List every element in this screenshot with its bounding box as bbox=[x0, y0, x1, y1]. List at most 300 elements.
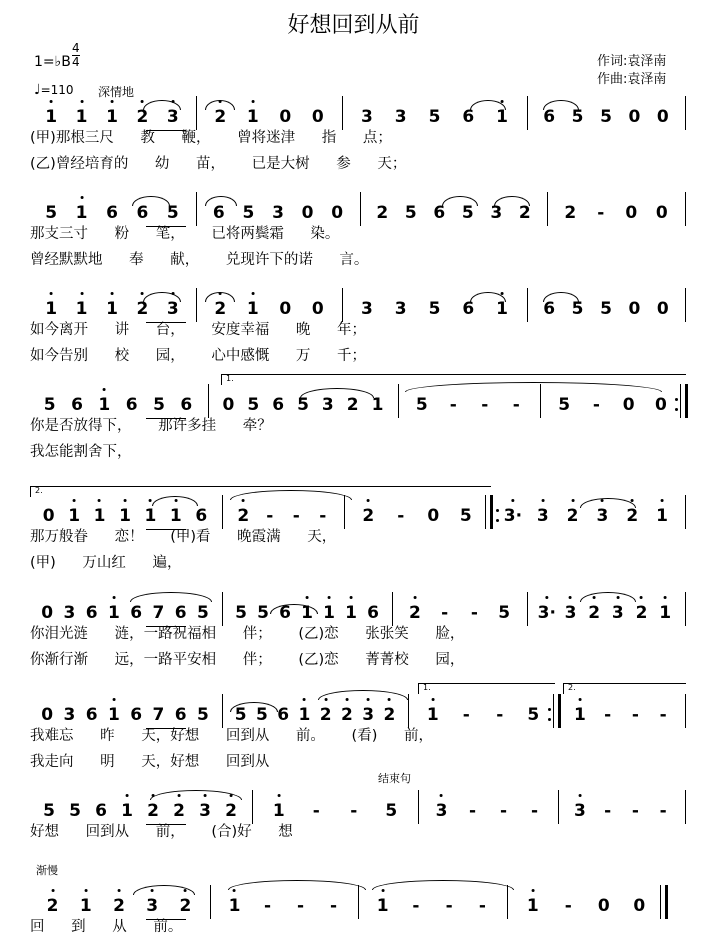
note: 5 bbox=[428, 299, 441, 319]
note: 5 bbox=[385, 801, 398, 821]
note: 3 bbox=[565, 600, 577, 626]
note: 2 bbox=[409, 600, 421, 626]
note: 2 bbox=[147, 798, 159, 824]
note: 5 bbox=[459, 506, 472, 526]
note: 1 bbox=[656, 503, 668, 529]
note: 1 bbox=[301, 600, 313, 626]
bar-line bbox=[685, 592, 686, 626]
note: - bbox=[292, 506, 300, 526]
note: 1 bbox=[574, 702, 586, 728]
tempo-value: =110 bbox=[40, 83, 74, 97]
note: 5 bbox=[415, 395, 428, 415]
note: 3 bbox=[490, 203, 503, 223]
slur bbox=[580, 498, 636, 508]
octave-dot bbox=[141, 100, 144, 103]
note: 6 bbox=[195, 506, 208, 526]
slur bbox=[580, 592, 636, 602]
note: 1 bbox=[94, 503, 106, 529]
slur bbox=[300, 388, 374, 398]
note: 5 bbox=[461, 203, 474, 223]
note: - bbox=[462, 705, 470, 725]
note: - bbox=[470, 603, 478, 623]
note: 5 bbox=[257, 603, 269, 623]
repeat-dot bbox=[675, 398, 678, 401]
volta-bracket-3: 1. bbox=[418, 683, 555, 694]
note: 0 bbox=[41, 603, 54, 623]
lyric-line: 好想 回到从 前， (合)好 想 bbox=[30, 824, 293, 840]
bar-line bbox=[210, 885, 211, 919]
note: 0 bbox=[625, 203, 638, 223]
note: 1 bbox=[659, 600, 671, 626]
note: 1 bbox=[119, 503, 131, 529]
volta-bracket-4: 2. bbox=[563, 683, 686, 694]
bar-line bbox=[196, 96, 197, 130]
key-signature: 1=♭B bbox=[34, 54, 71, 70]
bar-line bbox=[358, 885, 359, 919]
note: - bbox=[468, 801, 477, 821]
slur bbox=[205, 292, 235, 302]
note: - bbox=[604, 705, 612, 725]
note: 0 bbox=[656, 107, 669, 127]
time-signature-top: 4 bbox=[72, 41, 80, 55]
note: - bbox=[659, 705, 667, 725]
note: - bbox=[478, 896, 486, 916]
note: - bbox=[512, 395, 520, 415]
octave-dot bbox=[118, 889, 121, 892]
note: - bbox=[496, 705, 504, 725]
bar-line bbox=[685, 495, 686, 529]
note: 6 bbox=[174, 705, 187, 725]
octave-dot bbox=[50, 292, 53, 295]
slur bbox=[152, 496, 198, 506]
note: 6 bbox=[174, 603, 187, 623]
bar-line bbox=[196, 192, 197, 226]
note: 5 bbox=[166, 203, 179, 223]
note: 6 bbox=[125, 395, 138, 415]
note: 1 bbox=[527, 893, 539, 919]
note: 2 bbox=[567, 503, 579, 529]
octave-dot bbox=[80, 100, 83, 103]
note: - bbox=[481, 395, 489, 415]
bar-line bbox=[392, 592, 393, 626]
note: 5 bbox=[43, 801, 55, 821]
slur bbox=[143, 100, 181, 110]
note: 5 bbox=[247, 395, 260, 415]
note: - bbox=[319, 506, 327, 526]
slur bbox=[372, 880, 514, 890]
note: 2 bbox=[564, 203, 577, 223]
note: 0 bbox=[41, 705, 54, 725]
note: 5 bbox=[43, 395, 56, 415]
ritardando-marker: 渐慢 bbox=[36, 864, 58, 877]
note: 6 bbox=[180, 395, 193, 415]
note: 0 bbox=[655, 203, 668, 223]
note: 6 bbox=[272, 395, 285, 415]
note: 3· bbox=[538, 600, 556, 626]
note: 6 bbox=[279, 603, 291, 623]
note: 2 bbox=[346, 395, 359, 415]
ending-marker: 结束句 bbox=[378, 772, 411, 785]
bar-line bbox=[398, 384, 399, 418]
note: 5 bbox=[527, 705, 540, 725]
bar-line bbox=[685, 192, 686, 226]
note: 6 bbox=[277, 705, 290, 725]
note: 3 bbox=[394, 107, 407, 127]
octave-dot bbox=[328, 596, 331, 599]
lyric-line: 你泪光涟 涟，一路祝福相 伴； (乙)恋 张张笑 脸， bbox=[30, 626, 465, 642]
composer-credit: 作曲:袁泽南 bbox=[597, 72, 667, 87]
bar-line bbox=[547, 192, 548, 226]
note: 0 bbox=[597, 896, 610, 916]
note: 5 bbox=[600, 107, 612, 127]
note: 1 bbox=[170, 503, 182, 529]
lyric-line: 那万般眷 恋！ (甲)看 晚霞满 天， bbox=[30, 529, 337, 545]
lyricist-credit: 作词:袁泽南 bbox=[597, 54, 667, 69]
bar-line bbox=[252, 790, 253, 824]
octave-dot bbox=[112, 596, 115, 599]
volta-bracket-2: 2. bbox=[30, 486, 491, 497]
note: - bbox=[564, 896, 572, 916]
note: 5 bbox=[235, 603, 247, 623]
bar-line-double bbox=[553, 694, 554, 728]
note: 2 bbox=[376, 203, 389, 223]
note: 1 bbox=[108, 702, 120, 728]
note: 2 bbox=[136, 104, 148, 130]
lyric-line: 回 到 从 前。 bbox=[30, 919, 183, 935]
note: 3 bbox=[167, 104, 179, 130]
lyric-line: 我走向 明 天，好想 回到从 bbox=[30, 754, 270, 770]
note: 2 bbox=[173, 798, 185, 824]
note: 2 bbox=[225, 798, 237, 824]
volta-bracket-1: 1. bbox=[221, 374, 686, 385]
lyric-line: (乙)曾经培育的 幼 苗， 已是大树 参 天； bbox=[30, 156, 407, 172]
repeat-dot bbox=[496, 519, 499, 522]
note: 3 bbox=[199, 798, 211, 824]
octave-dot bbox=[571, 499, 574, 502]
note: 6 bbox=[543, 107, 556, 127]
octave-dot bbox=[277, 794, 280, 797]
bar-line bbox=[344, 495, 345, 529]
lyric-line: (甲)那根三尺 教 鞭， 曾将迷津 指 点； bbox=[30, 130, 392, 146]
slur bbox=[442, 196, 478, 206]
note: 3 bbox=[63, 705, 76, 725]
note: 3 bbox=[360, 107, 373, 127]
note: 1 bbox=[273, 798, 285, 824]
note: 6 bbox=[543, 299, 556, 319]
octave-dot bbox=[640, 596, 643, 599]
note: 5 bbox=[498, 603, 511, 623]
bar-line bbox=[360, 192, 361, 226]
note: 1 bbox=[45, 296, 57, 322]
octave-dot bbox=[661, 499, 664, 502]
bar-line bbox=[685, 96, 686, 130]
note: 5 bbox=[428, 107, 441, 127]
octave-dot bbox=[124, 499, 127, 502]
note: - bbox=[296, 896, 305, 916]
octave-dot bbox=[111, 100, 114, 103]
octave-dot bbox=[103, 388, 106, 391]
note: 3 bbox=[362, 702, 374, 728]
note: - bbox=[592, 395, 600, 415]
note: 1 bbox=[45, 104, 57, 130]
note: 1 bbox=[76, 104, 88, 130]
lyric-line: 那支三寸 粉 笔， 已将两鬓霜 染。 bbox=[30, 226, 340, 242]
note: 5 bbox=[571, 107, 584, 127]
note: 1 bbox=[229, 893, 241, 919]
bar-line bbox=[208, 384, 209, 418]
note: 3 bbox=[321, 395, 334, 415]
lyric-line: 曾经默默地 奉 献， 兑现许下的诺 言。 bbox=[30, 252, 369, 268]
note: 2 bbox=[362, 503, 374, 529]
note: 5 bbox=[196, 705, 209, 725]
lyric-line: 你是否放得下， 那许多挂 牵？ bbox=[30, 418, 272, 434]
note: 3· bbox=[504, 503, 522, 529]
note: 5 bbox=[69, 801, 81, 821]
note: 1 bbox=[345, 600, 357, 626]
slur bbox=[132, 196, 170, 206]
note: - bbox=[412, 896, 420, 916]
note: 2 bbox=[636, 600, 648, 626]
octave-dot bbox=[251, 100, 254, 103]
note: - bbox=[631, 801, 639, 821]
song-title: 好想回到从前 bbox=[287, 13, 420, 38]
note: 1 bbox=[298, 702, 310, 728]
note: 6 bbox=[106, 203, 118, 223]
note: 5 bbox=[255, 705, 268, 725]
note: 5 bbox=[404, 203, 417, 223]
note: 3 bbox=[574, 798, 586, 824]
note: 3 bbox=[596, 503, 608, 529]
note: 6 bbox=[85, 603, 98, 623]
octave-dot bbox=[80, 292, 83, 295]
note: 6 bbox=[85, 705, 98, 725]
note: 1 bbox=[80, 893, 92, 919]
note: 2 bbox=[626, 503, 638, 529]
note: 0 bbox=[633, 896, 646, 916]
bar-line bbox=[527, 288, 528, 322]
note: 5 bbox=[242, 203, 255, 223]
slur bbox=[543, 292, 579, 302]
note: 1 bbox=[427, 702, 439, 728]
note: 3 bbox=[537, 503, 549, 529]
note: 5 bbox=[234, 705, 247, 725]
octave-dot bbox=[51, 889, 54, 892]
note: 5 bbox=[196, 603, 209, 623]
note: - bbox=[266, 506, 274, 526]
octave-dot bbox=[98, 499, 101, 502]
octave-dot bbox=[511, 499, 514, 502]
octave-dot bbox=[578, 698, 581, 701]
note: - bbox=[329, 896, 338, 916]
note: 6 bbox=[462, 107, 475, 127]
note: 1 bbox=[98, 392, 110, 418]
repeat-dot bbox=[496, 509, 499, 512]
bar-line bbox=[507, 885, 508, 919]
octave-dot bbox=[531, 889, 534, 892]
note: - bbox=[530, 801, 539, 821]
octave-dot bbox=[50, 100, 53, 103]
note: 3 bbox=[360, 299, 373, 319]
note: 1 bbox=[496, 296, 508, 322]
note: 2 bbox=[136, 296, 148, 322]
bar-line bbox=[558, 694, 561, 728]
octave-dot bbox=[251, 292, 254, 295]
octave-dot bbox=[111, 292, 114, 295]
note: 5 bbox=[45, 203, 58, 223]
slur bbox=[143, 292, 181, 302]
octave-dot bbox=[73, 499, 76, 502]
slur bbox=[150, 790, 242, 800]
note: 2 bbox=[588, 600, 600, 626]
lyric-line: 我难忘 昨 天，好想 回到从 前。 (看) 前， bbox=[30, 728, 433, 744]
note: 3 bbox=[272, 203, 284, 223]
bar-line bbox=[222, 592, 223, 626]
note: 0 bbox=[622, 395, 635, 415]
slur bbox=[494, 196, 530, 206]
note: 1 bbox=[323, 600, 335, 626]
lyric-line: 我怎能割舍下， bbox=[30, 444, 132, 460]
octave-dot bbox=[112, 698, 115, 701]
note: 0 bbox=[654, 395, 667, 415]
note: 2 bbox=[179, 893, 191, 919]
octave-dot bbox=[545, 596, 548, 599]
slur bbox=[228, 880, 366, 890]
note: 7 bbox=[152, 705, 165, 725]
repeat-dot bbox=[548, 708, 551, 711]
octave-dot bbox=[141, 292, 144, 295]
octave-dot bbox=[149, 499, 152, 502]
note: - bbox=[597, 203, 605, 223]
bar-line bbox=[685, 384, 688, 418]
octave-dot bbox=[431, 698, 434, 701]
note: 1 bbox=[121, 798, 133, 824]
note: 2 bbox=[383, 702, 395, 728]
note: - bbox=[499, 801, 508, 821]
octave-dot bbox=[541, 499, 544, 502]
bar-line bbox=[685, 694, 686, 728]
note: 5 bbox=[558, 395, 571, 415]
octave-dot bbox=[350, 596, 353, 599]
note: 1 bbox=[76, 296, 88, 322]
note: 1 bbox=[106, 104, 118, 130]
octave-dot bbox=[303, 698, 306, 701]
note: 6 bbox=[130, 705, 143, 725]
bar-line-double bbox=[485, 495, 486, 529]
slur bbox=[318, 690, 408, 700]
note: 0 bbox=[42, 506, 55, 526]
note: 1 bbox=[68, 503, 80, 529]
octave-dot bbox=[413, 596, 416, 599]
note: 3 bbox=[612, 600, 624, 626]
note: 1 bbox=[106, 296, 118, 322]
repeat-dot bbox=[675, 408, 678, 411]
note: 6 bbox=[95, 801, 107, 821]
note: - bbox=[445, 896, 453, 916]
note: 0 bbox=[656, 299, 669, 319]
note: 5 bbox=[571, 299, 584, 319]
note: 2 bbox=[214, 296, 226, 322]
octave-dot bbox=[367, 499, 370, 502]
bar-line bbox=[490, 495, 493, 529]
bar-line bbox=[527, 592, 528, 626]
octave-dot bbox=[440, 794, 443, 797]
note: - bbox=[350, 801, 358, 821]
note: 0 bbox=[427, 506, 440, 526]
note: - bbox=[604, 801, 612, 821]
note: 0 bbox=[311, 107, 324, 127]
slur bbox=[205, 196, 237, 206]
note: - bbox=[659, 801, 667, 821]
note: 3 bbox=[63, 603, 76, 623]
note: 1 bbox=[76, 200, 88, 226]
bar-line bbox=[558, 790, 559, 824]
bar-line-double bbox=[680, 384, 681, 418]
note: 7 bbox=[152, 603, 165, 623]
octave-dot bbox=[664, 596, 667, 599]
bar-line bbox=[196, 288, 197, 322]
note: 5 bbox=[153, 395, 165, 415]
note: 2 bbox=[341, 702, 353, 728]
note: 6 bbox=[367, 603, 379, 623]
octave-dot bbox=[306, 596, 309, 599]
bar-line bbox=[342, 288, 343, 322]
bar-line bbox=[665, 885, 668, 919]
note: 6 bbox=[433, 203, 446, 223]
note: 0 bbox=[628, 107, 641, 127]
note: 0 bbox=[279, 107, 292, 127]
note: 0 bbox=[331, 203, 344, 223]
note: - bbox=[449, 395, 457, 415]
note: 2 bbox=[237, 503, 249, 529]
expression-marking: 深情地 bbox=[98, 85, 135, 99]
lyric-line: 如今告别 校 园， 心中感慨 万 千； bbox=[30, 348, 367, 364]
note: - bbox=[312, 801, 320, 821]
note: 2 bbox=[113, 893, 125, 919]
lyric-line: 如今离开 讲 台， 安度幸福 晚 年； bbox=[30, 322, 367, 338]
note: 0 bbox=[301, 203, 314, 223]
bar-line-double bbox=[660, 885, 661, 919]
quarter-note-icon: ♩ bbox=[34, 82, 41, 98]
slur bbox=[205, 100, 235, 110]
note: 0 bbox=[279, 299, 292, 319]
note: 1 bbox=[496, 104, 508, 130]
note: - bbox=[441, 603, 449, 623]
note: 0 bbox=[311, 299, 324, 319]
bar-line bbox=[222, 495, 223, 529]
note: 3 bbox=[146, 893, 158, 919]
bar-line bbox=[685, 790, 686, 824]
bar-line bbox=[408, 694, 409, 728]
note: 2 bbox=[47, 893, 59, 919]
note: 5 bbox=[600, 299, 612, 319]
note: 3 bbox=[394, 299, 407, 319]
note: - bbox=[263, 896, 272, 916]
octave-dot bbox=[84, 889, 87, 892]
octave-dot bbox=[578, 794, 581, 797]
octave-dot bbox=[569, 596, 572, 599]
time-signature bbox=[72, 42, 80, 68]
time-signature-bottom: 4 bbox=[72, 55, 80, 69]
slur bbox=[543, 100, 579, 110]
note: - bbox=[397, 506, 405, 526]
bar-line bbox=[418, 790, 419, 824]
note: 5 bbox=[297, 395, 309, 415]
octave-dot bbox=[126, 794, 129, 797]
octave-dot bbox=[80, 196, 83, 199]
tempo-marking bbox=[34, 82, 74, 98]
slur bbox=[130, 592, 212, 602]
note: 0 bbox=[222, 395, 235, 415]
